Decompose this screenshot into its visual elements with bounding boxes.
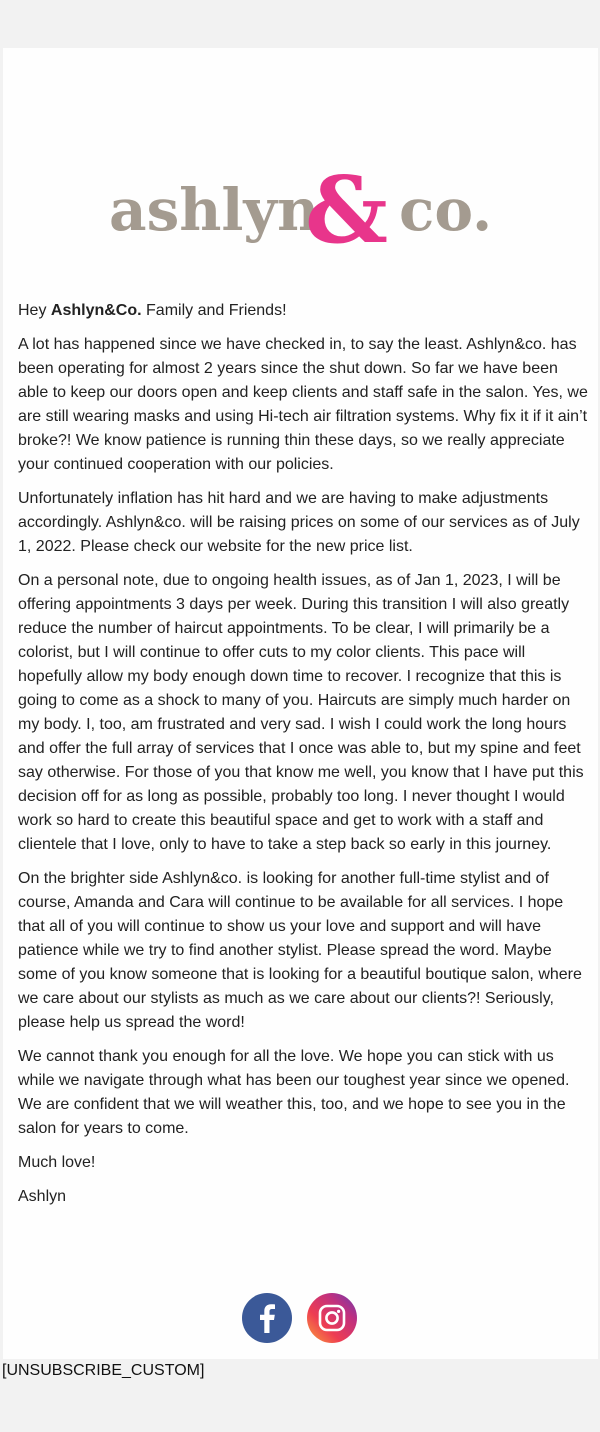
brand-logo bbox=[109, 166, 499, 250]
paragraph-thanks: We cannot thank you enough for all the love. We hope you can stick with us while we navigate through what has been our toughest year since we opened. We are confident that we will weather this, too, and we hope to see you in the salon for years to come. bbox=[18, 1048, 570, 1137]
paragraph-personal-note: On a personal note, due to ongoing health issues, as of Jan 1, 2023, I will be offering appointments 3 days per week. During this transition I will also greatly reduce the number of haircut appointments. To be clear, I will primarily be a colorist, but I will continue to offer cuts to my color clients. This pace will hopefully allow my body enough down time to recover. I recognize that this is going to come as a shock to many of you. Haircuts are simply much harder on my body. I, too, am frustrated and very sad. I wish I could work the long hours and offer the full array of services that I once was able to, but my spine and feet say otherwise. For those of you that know me well, you know that I have put this decision off for as long as possible, probably too long. I never thought I would work so hard to create this beautiful space and get to work with a staff and clientele that I love, only to have to take a step back so early in this journey. bbox=[18, 572, 584, 853]
logo-ampersand: & bbox=[305, 166, 389, 250]
signoff: Much love! bbox=[18, 1154, 96, 1171]
social-links bbox=[3, 1293, 598, 1345]
paragraph-update: A lot has happened since we have checked in, to say the least. Ashlyn&co. has been operating for almost 2 years since the shut down. So far we have been able to keep our doors open and keep clients and staff safe in the salon. Yes, we are still wearing masks and using Hi-tech air filtration systems. Why fix it if it ain’t broke?! We know patience is running thin these days, so we really appreciate your continued cooperation with our policies. bbox=[18, 336, 588, 473]
facebook-icon[interactable] bbox=[242, 1293, 292, 1343]
unsubscribe-link[interactable]: [UNSUBSCRIBE_CUSTOM] bbox=[2, 1362, 205, 1379]
letter-body bbox=[18, 299, 590, 1219]
greeting-brand: Ashlyn&Co. bbox=[50, 302, 142, 319]
logo-text-right: co. bbox=[399, 176, 493, 244]
greeting: Hey Ashlyn&Co. Family and Friends! bbox=[18, 302, 287, 319]
paragraph-hiring: On the brighter side Ashlyn&co. is looking for another full-time stylist and of course, Amanda and Cara will continue to be available for all services. I hope that all of you will continue to show us your love and support and will have patience while we try to find another stylist. Please spread the word. Maybe some of you know someone that is looking for a beautiful boutique salon, where we care about our stylists as much as we care about our clients?! Seriously, please help us spread the word! bbox=[18, 870, 582, 1031]
logo-text-left: ashlyn bbox=[109, 176, 320, 244]
paragraph-prices: Unfortunately inflation has hit hard and we are having to make adjustments accordingly. Ashlyn&co. will be raising prices on some of our services as of July 1, 2022. Please check our website for the new price list. bbox=[18, 490, 580, 555]
instagram-icon[interactable] bbox=[307, 1293, 357, 1343]
signature: Ashlyn bbox=[18, 1188, 67, 1205]
email-card bbox=[3, 48, 598, 1359]
